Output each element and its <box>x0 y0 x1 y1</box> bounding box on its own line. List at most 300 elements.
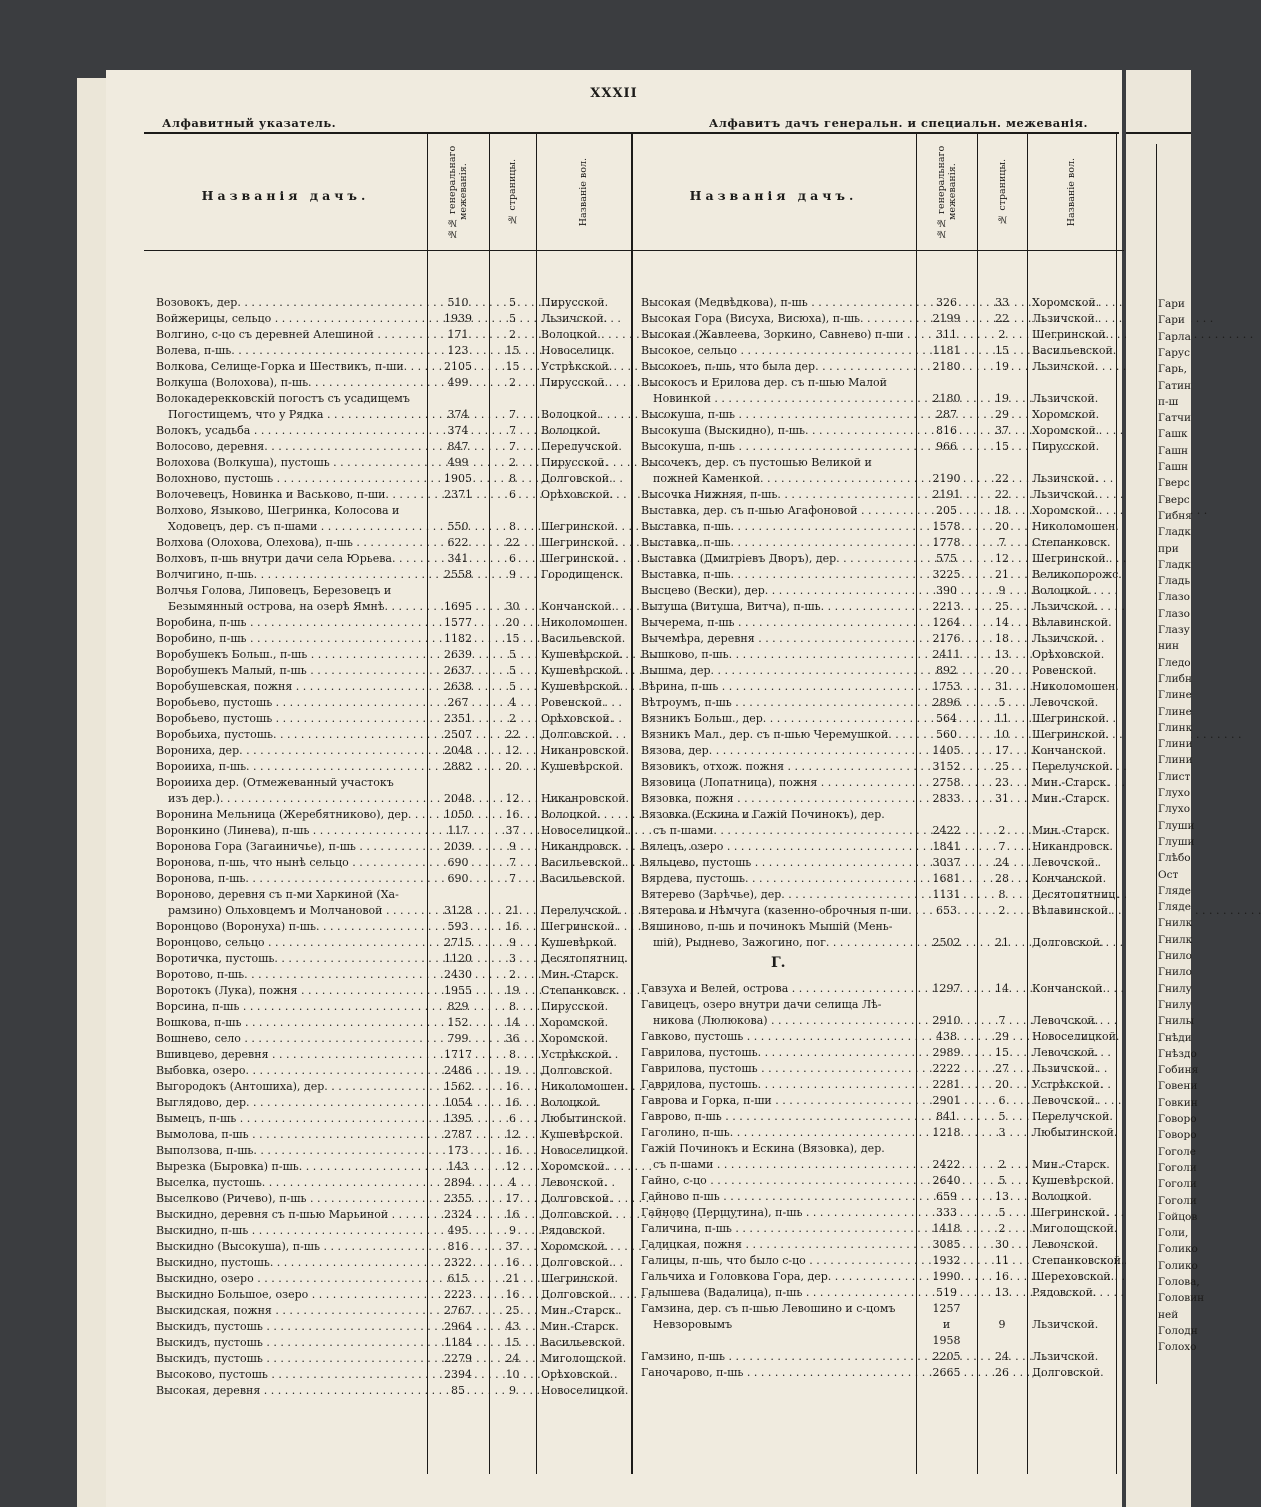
page-number: 16 <box>505 1080 520 1093</box>
next-page-fragment: Гарла <box>1158 330 1191 343</box>
volost-name: Степанковск. <box>1032 536 1111 549</box>
page-number: 5 <box>509 296 516 309</box>
entry-name: Гамзина, дер. съ п-шью Левошино и с-цомъ <box>641 1302 896 1315</box>
survey-number: 1939 <box>444 312 472 325</box>
volost-name: Волоцкой. <box>541 808 601 821</box>
entry-name: Погостищемъ, что у Рядка . . . <box>168 407 421 423</box>
entry-name: Галышева (Вадалица), п-шь . . . <box>641 1285 911 1301</box>
entry-name: Выскидно, п-шь . . . <box>156 1223 421 1239</box>
entry-name: Воронина Мельница (Жеребятниково), дер. . . . <box>156 807 421 823</box>
survey-number: 2558 <box>444 568 472 581</box>
next-page-fragment: Глине <box>1158 705 1192 718</box>
table-row <box>144 343 1124 359</box>
page-number: 10 <box>505 1368 520 1381</box>
survey-number: 1418 <box>932 1222 961 1235</box>
survey-number: 2833 <box>932 792 961 805</box>
entry-name: Вышково, п-шь. . . . <box>641 647 911 663</box>
table-row <box>144 375 1124 391</box>
entry-name: Выселково (Ричево), п-шь . . . <box>156 1191 421 1207</box>
entry-name: Гавицецъ, озеро внутри дачи селища Лѣ- <box>641 998 882 1011</box>
volost-name: Никанровской. <box>541 744 630 757</box>
table-row <box>144 807 1124 823</box>
previous-page-edge <box>77 78 107 1507</box>
table-row <box>144 1125 1124 1141</box>
table-row <box>144 1317 1124 1333</box>
next-page-fragment: Гоголи <box>1158 1178 1197 1191</box>
next-page-fragment: Гладк <box>1158 558 1191 571</box>
entry-name: Вятерево (Зарѣчье), дер. . . . <box>641 887 911 903</box>
entry-name: Высокуша (Выскидно), п-шь. . . . <box>641 423 911 439</box>
survey-number: 1577 <box>444 616 472 629</box>
page-number: 10 <box>995 728 1009 741</box>
survey-number: 1841 <box>932 840 961 853</box>
next-page-fragment: Глини <box>1158 738 1193 751</box>
entry-name: рамзино) Ольховцемъ и Молчановой . . . <box>168 903 421 919</box>
next-page-fragment: Гверс <box>1158 477 1190 490</box>
volost-name: Шегринской. <box>1032 1206 1110 1219</box>
volost-name: Новоселицкой. <box>541 1384 629 1397</box>
page-number: 8 <box>509 472 516 485</box>
entry-name: Безымянный острова, на озерѣ Ямнѣ. . . . <box>168 599 421 615</box>
page-number: 12 <box>505 744 520 757</box>
header-volost-right: Названіе вол. <box>1066 157 1077 227</box>
table-row <box>144 1157 1124 1173</box>
page-number: 5 <box>509 680 516 693</box>
volost-name: Мин.-Старск. <box>1032 1158 1110 1171</box>
entry-name: Выскидно, деревня съ п-шью Марьиной . . . <box>156 1207 421 1223</box>
next-page-fragment: Глибн <box>1158 672 1192 685</box>
volost-name: Хоромской. <box>541 1240 609 1253</box>
entry-name: Высокуша, п-шь . . . <box>641 407 911 423</box>
page-number: 22 <box>505 728 520 741</box>
entry-name: Выставка (Дмитріевъ Дворъ), дер. . . . <box>641 551 911 567</box>
survey-number: 2223 <box>444 1288 472 1301</box>
next-page-fragment: Гнилу <box>1158 982 1192 995</box>
page-number: 29 <box>995 408 1009 421</box>
page-number: 22 <box>995 472 1009 485</box>
next-page-fragment: Гашн <box>1158 461 1188 473</box>
survey-number: 1932 <box>932 1254 961 1267</box>
table-row <box>144 295 1124 311</box>
survey-number: 1778 <box>932 536 961 549</box>
volost-name: Орѣховской. <box>541 1368 614 1381</box>
entry-name: Воротокъ (Лука), пожня . . . <box>156 983 421 999</box>
entry-name: Вычерема, п-шь . . . <box>641 615 911 631</box>
page-number: 8 <box>998 888 1006 901</box>
next-page-fragment: Гладк <box>1158 526 1191 539</box>
survey-number: 173 <box>447 1144 469 1157</box>
volost-name: Перелучской. <box>541 440 622 453</box>
survey-number: 2048 <box>444 792 472 805</box>
page-number: 13 <box>995 1286 1009 1299</box>
survey-number: 575 <box>936 552 957 565</box>
volost-name: Шегринской. <box>541 536 619 549</box>
survey-number: 1050 <box>444 808 472 821</box>
survey-number: 2279 <box>444 1352 472 1365</box>
volost-name: Волоцкой. <box>1032 1190 1092 1203</box>
page-number: 4 <box>509 1176 516 1189</box>
page-number: 17 <box>995 744 1009 757</box>
page-number: 2 <box>998 824 1006 837</box>
next-page-fragment: нин <box>1158 640 1179 653</box>
survey-number: 659 <box>936 1190 957 1203</box>
survey-number: 495 <box>447 1224 469 1237</box>
survey-number: 117 <box>447 824 469 837</box>
survey-number: 2411 <box>932 648 961 661</box>
page-number: 21 <box>505 1272 520 1285</box>
table-row <box>144 775 1124 791</box>
volost-name: Кончанской. <box>1032 982 1107 995</box>
survey-number: 390 <box>936 584 957 597</box>
page-number: 9 <box>509 936 516 949</box>
survey-number: 123 <box>447 344 469 357</box>
entry-name: Ворсина, п-шь . . . <box>156 999 421 1015</box>
next-page-fragment: Гляде <box>1158 901 1191 914</box>
next-page-fragment: Гоголи <box>1158 1161 1197 1174</box>
table-row <box>144 663 1124 679</box>
next-page-fragment: Гнилы <box>1158 1015 1194 1028</box>
page-number: 5 <box>998 696 1006 709</box>
entry-name: Волхово, Языково, Шегринка, Колосова и <box>156 504 400 517</box>
entry-name: Гаврово, п-шь . . . <box>641 1109 911 1125</box>
entry-name: Вшивцево, деревня . . . <box>156 1047 421 1063</box>
table-row <box>144 1285 1124 1301</box>
next-page-fragment: Глѣбо <box>1158 852 1191 865</box>
page-number: 9 <box>998 584 1006 597</box>
survey-number: 1184 <box>444 1336 472 1349</box>
entry-name: Воротичка, пустошь. . . . <box>156 951 421 967</box>
table-row <box>144 919 1124 935</box>
survey-number: 2324 <box>444 1208 472 1221</box>
table-row <box>144 311 1124 327</box>
page-number: 2 <box>509 712 516 725</box>
page-number: 15 <box>995 344 1009 357</box>
survey-number: 205 <box>936 504 957 517</box>
survey-number: 2191 <box>932 488 961 501</box>
volost-name: Кушевѣрской. <box>541 648 624 661</box>
survey-number: 2351 <box>444 712 472 725</box>
page-number: 21 <box>505 904 520 917</box>
volost-name: Устрѣкской. <box>541 360 613 373</box>
volost-name: Левочской. <box>1032 1014 1099 1027</box>
page-number: 2 <box>509 328 516 341</box>
survey-number: 690 <box>447 872 469 885</box>
volost-name: Десятопятниц. <box>541 952 628 965</box>
page-number: 37 <box>995 424 1009 437</box>
survey-number: 2371 <box>444 488 472 501</box>
page-number: 9 <box>509 1384 516 1397</box>
survey-number: 2639 <box>444 648 472 661</box>
volost-name: Шегринской. <box>541 1272 619 1285</box>
survey-number: 267 <box>447 696 469 709</box>
entry-name: Волокъ, усадьба . . . <box>156 423 421 439</box>
page-number: 2 <box>998 904 1006 917</box>
table-row <box>144 1077 1124 1093</box>
section-letter: Г. <box>771 955 786 971</box>
entry-name: Гажій Починокъ и Ескина (Вязовка), дер. <box>641 1142 885 1155</box>
survey-number: 2901 <box>932 1094 961 1107</box>
volost-name: Степанковск. <box>541 984 620 997</box>
entry-name: Выскидно, пустошь. . . . <box>156 1255 421 1271</box>
table-row <box>144 423 1124 439</box>
survey-number: 333 <box>936 1206 957 1219</box>
survey-number: 690 <box>447 856 469 869</box>
page-number: 18 <box>995 632 1009 645</box>
survey-number: 966 <box>936 440 957 453</box>
entry-name: Волосово, деревня. . . . <box>156 439 421 455</box>
header-volost-left: Названіе вол. <box>578 157 589 227</box>
survey-number: 1578 <box>932 520 961 533</box>
survey-number: 171 <box>447 328 469 341</box>
volost-name: Васильевской. <box>541 872 626 885</box>
next-page-fragment: Гатчи <box>1158 412 1191 425</box>
volost-name: Мин.-Старск. <box>541 1304 619 1317</box>
survey-number: 550 <box>447 520 469 533</box>
entry-name: Гайно, с-цо . . . <box>641 1173 911 1189</box>
volost-name: Великопорожс. <box>1032 568 1122 581</box>
entry-name: Волкова, Селище-Горка и Шествикъ, п-ши. . . . <box>156 359 421 375</box>
table-row <box>144 519 1124 535</box>
index-table <box>144 132 1125 1474</box>
volost-name: Льзичской. <box>1032 600 1099 613</box>
page-number: 16 <box>505 1144 520 1157</box>
next-page-fragment: Глазо <box>1158 591 1190 604</box>
entry-name: никова (Люлюкова) . . . <box>653 1013 911 1029</box>
volost-name: Новоселицкой. <box>541 1144 629 1157</box>
survey-number: 2882 <box>444 760 472 773</box>
survey-number: 653 <box>936 904 957 917</box>
page-number: 30 <box>505 600 520 613</box>
entry-name: Волохова (Волкуша), пустошь . . . <box>156 455 421 471</box>
page-number: 14 <box>505 1016 520 1029</box>
volost-name: Пирусской. <box>1032 440 1100 453</box>
volost-name: Устрѣкской. <box>541 1048 613 1061</box>
next-page-fragment: Голохо <box>1158 1341 1197 1354</box>
volost-name: Хоромской. <box>1032 296 1100 309</box>
survey-number: 2199 <box>932 312 961 325</box>
survey-number: 2715 <box>444 936 472 949</box>
page-number: 16 <box>505 808 520 821</box>
entry-name: съ п-шами. . . . <box>653 823 911 839</box>
next-page-fragment: Глине <box>1158 689 1192 702</box>
next-page-fragment: при <box>1158 542 1179 555</box>
page-number: 29 <box>995 1030 1009 1043</box>
page-number: 2 <box>998 1158 1006 1171</box>
table-row <box>144 759 1124 775</box>
entry-name: Вязникъ Больш., дер. . . . <box>641 711 911 727</box>
survey-number: 2281 <box>932 1078 961 1091</box>
survey-number: 1297 <box>932 982 961 995</box>
survey-number: 2507 <box>444 728 472 741</box>
entry-name: Волгино, с-цо съ деревней Алешиной . . . <box>156 327 421 343</box>
survey-number: 1905 <box>444 472 472 485</box>
entry-name: Вымецъ, п-шь . . . <box>156 1111 421 1127</box>
volost-name: Льзичской. <box>541 312 608 325</box>
entry-name: Воронцово (Воронуха) п-шь. . . . <box>156 919 421 935</box>
volost-name: Новоселицкой. <box>1032 1030 1120 1043</box>
next-page-fragment: Гляде <box>1158 884 1191 897</box>
header-names-left: Названія дачъ. <box>201 188 370 203</box>
volost-name: Кушевѣркой. <box>541 936 617 949</box>
entry-name: Вяшиново, п-шь и починокъ Мышій (Мень- <box>641 920 893 933</box>
page-number: 19 <box>995 392 1009 405</box>
page-number: 30 <box>995 1238 1009 1251</box>
next-page-fragment: Голова, <box>1158 1276 1200 1288</box>
page-number: 17 <box>505 1192 520 1205</box>
survey-number: 2787 <box>444 1128 472 1141</box>
next-page-fragment: Глухо <box>1158 787 1191 799</box>
entry-name: Гаврилова, пустошь . . . <box>641 1061 911 1077</box>
entry-name: Гамзино, п-шь . . . <box>641 1349 911 1365</box>
page-number: 7 <box>509 440 516 453</box>
table-row <box>144 1205 1124 1221</box>
volost-name: Вѣлавинской. <box>1032 904 1112 917</box>
survey-number: 3085 <box>932 1238 961 1251</box>
page-number: 6 <box>509 488 516 501</box>
entry-name: Ворониха, дер. . . . <box>156 743 421 759</box>
volost-name: Шегринской. <box>541 520 619 533</box>
entry-name: Воробьево, пустошь . . . <box>156 711 421 727</box>
volost-name: Долговской. <box>1032 1366 1104 1379</box>
volost-name: Васильевской. <box>541 1336 626 1349</box>
volost-name: Любытинской. <box>541 1112 627 1125</box>
volost-name: Льзичской. <box>1032 472 1099 485</box>
table-row <box>144 887 1124 903</box>
page-number: 13 <box>995 1190 1009 1203</box>
page-number: 9 <box>509 840 516 853</box>
survey-number: 1955 <box>444 984 472 997</box>
survey-number: 841 <box>936 1110 957 1123</box>
survey-number: 1181 <box>932 344 961 357</box>
volost-name: Николомошен. <box>1032 680 1119 693</box>
page-number: 19 <box>505 984 520 997</box>
next-page-fragment: Гнѣди <box>1158 1031 1192 1044</box>
survey-number: 2758 <box>932 776 961 789</box>
table-row <box>144 935 1124 951</box>
survey-number: 287 <box>936 408 957 421</box>
survey-number: 311 <box>936 328 957 341</box>
table-row <box>144 487 1124 503</box>
table-row <box>144 631 1124 647</box>
entry-name: Вытуша (Витуша, Витча), п-шь. . . . <box>641 599 911 615</box>
survey-number: 1120 <box>444 952 472 965</box>
page-number: 19 <box>995 360 1009 373</box>
next-page-fragment: Глуши <box>1158 835 1195 848</box>
page-number: 4 <box>509 696 516 709</box>
entry-name: Воробушевская, пожня . . . <box>156 679 421 695</box>
survey-number: 622 <box>447 536 469 549</box>
entry-name: Выскидно Большое, озеро . . . <box>156 1287 421 1303</box>
entry-name: Вяльцево, пустошь . . . <box>641 855 911 871</box>
entry-name: Вошкова, п-шь . . . <box>156 1015 421 1031</box>
entry-name: Выползова, п-шь. . . . <box>156 1143 421 1159</box>
table-row <box>144 535 1124 551</box>
page-number: 2 <box>509 968 516 981</box>
page-number: 21 <box>995 568 1009 581</box>
volost-name: Волоцкой. <box>541 328 601 341</box>
entry-name: Выставка, п-шь. . . . <box>641 535 911 551</box>
survey-number: 847 <box>447 440 469 453</box>
entry-name: Выставка, дер. съ п-шью Агафоновой . . . <box>641 503 911 519</box>
table-row <box>144 1365 1124 1381</box>
page-number: 43 <box>505 1320 520 1333</box>
entry-name: Воробушекъ Малый, п-шь . . . <box>156 663 421 679</box>
survey-number: 1405 <box>932 744 961 757</box>
entry-name: Воронкино (Линева), п-шь . . . <box>156 823 421 839</box>
page-number: 28 <box>995 872 1009 885</box>
page-number: 5 <box>998 1206 1006 1219</box>
page-number: 9 <box>998 1318 1006 1331</box>
volost-name: Рядовской. <box>1032 1286 1097 1299</box>
survey-number: 2964 <box>444 1320 472 1333</box>
page-number: 11 <box>995 712 1009 725</box>
volost-name: Хоромской. <box>541 1160 609 1173</box>
next-page-fragment: ней <box>1158 1308 1179 1321</box>
page-number: 15 <box>505 632 520 645</box>
survey-number: 1264 <box>932 616 961 629</box>
entry-name: Высокая Гора (Висуха, Висюха), п-шь. . . . <box>641 311 911 327</box>
survey-number: 799 <box>447 1032 469 1045</box>
page-number: 16 <box>505 1096 520 1109</box>
volost-name: Мин.-Старск. <box>1032 824 1110 837</box>
next-page-fragment: Гнило <box>1158 966 1192 979</box>
table-row <box>144 1383 1124 1399</box>
entry-name: Вятерова и Нѣмчуга (казенно-оброчныя п-ши. . . . <box>641 903 911 919</box>
next-page-edge <box>1126 70 1205 1507</box>
entry-name: Вязова, дер. . . . <box>641 743 911 759</box>
volost-name: Десятопятниц. <box>1032 888 1119 901</box>
next-page-fragment: Говоро <box>1158 1113 1197 1125</box>
table-row <box>144 951 1124 967</box>
volost-name: Льзичской. <box>1032 632 1099 645</box>
page-number: 21 <box>995 936 1009 949</box>
volost-name: Мин.-Старск. <box>1032 776 1110 789</box>
table-row <box>144 743 1124 759</box>
survey-number: 2394 <box>444 1368 472 1381</box>
page-number: 24 <box>995 856 1009 869</box>
page-number: 37 <box>505 1240 520 1253</box>
survey-number: 143 <box>447 1160 469 1173</box>
survey-number: 2105 <box>444 360 472 373</box>
entry-name: Ганочарово, п-шь . . . <box>641 1365 911 1381</box>
table-row <box>144 1173 1124 1189</box>
page-number: 6 <box>998 1094 1006 1107</box>
volost-name: Городищенск. <box>541 568 624 581</box>
page-number: 5 <box>509 664 516 677</box>
table-row <box>144 583 1124 599</box>
entry-name: Воронова Гора (Загаиничье), п-шь . . . <box>156 839 421 855</box>
page-number: 7 <box>509 424 516 437</box>
table-row <box>144 1093 1124 1109</box>
survey-number: 1182 <box>444 632 472 645</box>
table-row <box>144 439 1124 455</box>
volost-name: Долговской. <box>541 1288 613 1301</box>
survey-number: 3128 <box>444 904 472 917</box>
volost-name: Орѣховской. <box>541 712 614 725</box>
entry-name: съ п-шами . . . <box>653 1157 911 1173</box>
volost-name: Вѣлавинской. <box>1032 616 1112 629</box>
table-row <box>144 1237 1124 1253</box>
entry-name: Войжерицы, сельцо . . . <box>156 311 421 327</box>
entry-name: Галицы, п-шь, что было с-цо . . . <box>641 1253 911 1269</box>
page-number: 5 <box>998 1110 1006 1123</box>
next-page-fragment: Гверс <box>1158 493 1190 506</box>
volost-name: Шегринской. <box>1032 552 1110 565</box>
table-row <box>144 1301 1124 1317</box>
volost-name: Шегринской. <box>1032 328 1110 341</box>
survey-number: 2637 <box>444 664 472 677</box>
survey-number: 1257 <box>932 1302 961 1315</box>
